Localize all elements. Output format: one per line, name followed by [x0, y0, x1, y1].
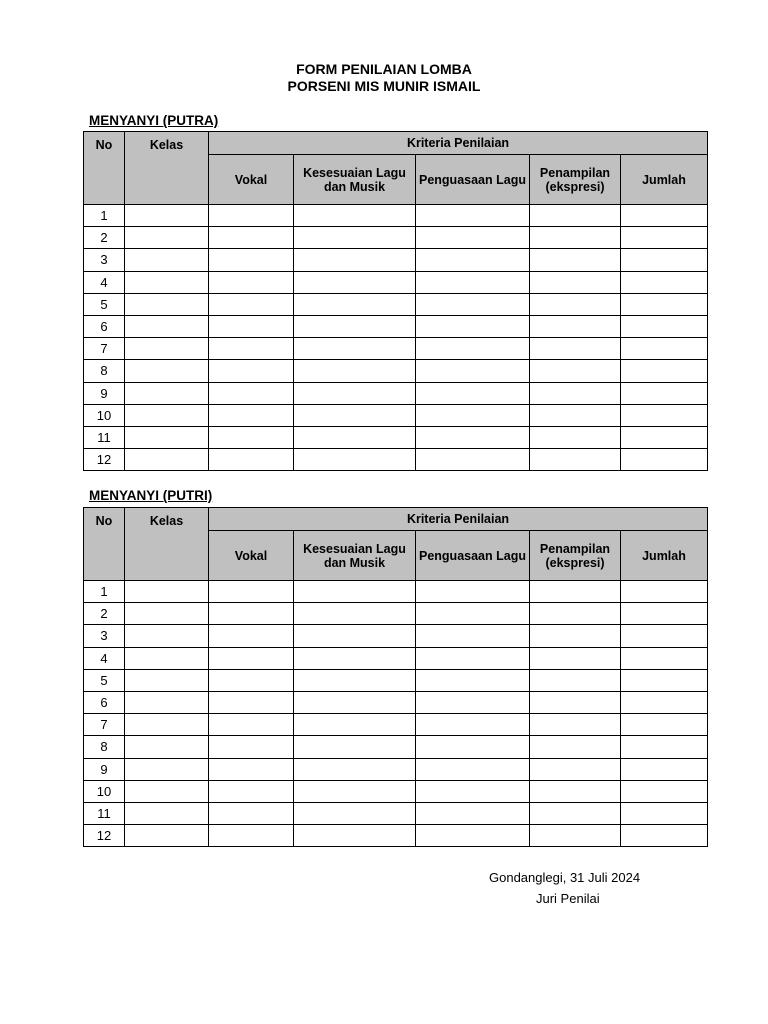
row-number: 12	[84, 449, 125, 471]
jumlah-cell[interactable]	[621, 581, 708, 603]
column-header-penampilan: Penampilan (ekspresi)	[530, 531, 621, 581]
kesesuaian-score-cell[interactable]	[294, 581, 416, 603]
row-number: 3	[84, 625, 125, 647]
jumlah-cell[interactable]	[621, 714, 708, 736]
kesesuaian-score-cell[interactable]	[294, 205, 416, 227]
kesesuaian-score-cell[interactable]	[294, 249, 416, 271]
penampilan-score-cell[interactable]	[530, 249, 621, 271]
kelas-cell[interactable]	[125, 293, 209, 315]
row-number: 5	[84, 293, 125, 315]
column-header-penguasaan: Penguasaan Lagu	[416, 531, 530, 581]
table-row	[84, 293, 708, 315]
kesesuaian-score-cell[interactable]	[294, 404, 416, 426]
penampilan-score-cell[interactable]	[530, 271, 621, 293]
jumlah-cell[interactable]	[621, 449, 708, 471]
penampilan-score-cell[interactable]	[530, 669, 621, 691]
table-row	[84, 227, 708, 249]
penguasaan-score-cell[interactable]	[416, 581, 530, 603]
jumlah-cell[interactable]	[621, 647, 708, 669]
vokal-score-cell[interactable]	[209, 338, 294, 360]
table-row	[84, 315, 708, 337]
table-row	[84, 825, 708, 847]
table-row	[84, 360, 708, 382]
penampilan-score-cell[interactable]	[530, 449, 621, 471]
vokal-score-cell[interactable]	[209, 581, 294, 603]
penguasaan-score-cell[interactable]	[416, 293, 530, 315]
vokal-score-cell[interactable]	[209, 360, 294, 382]
penampilan-score-cell[interactable]	[530, 382, 621, 404]
column-header-jumlah: Jumlah	[621, 155, 708, 205]
row-number: 10	[84, 404, 125, 426]
kesesuaian-score-cell[interactable]	[294, 382, 416, 404]
penguasaan-score-cell[interactable]	[416, 669, 530, 691]
kesesuaian-score-cell[interactable]	[294, 603, 416, 625]
vokal-score-cell[interactable]	[209, 780, 294, 802]
kelas-cell[interactable]	[125, 449, 209, 471]
jumlah-cell[interactable]	[621, 780, 708, 802]
penguasaan-score-cell[interactable]	[416, 780, 530, 802]
penguasaan-score-cell[interactable]	[416, 449, 530, 471]
jumlah-cell[interactable]	[621, 227, 708, 249]
kesesuaian-score-cell[interactable]	[294, 647, 416, 669]
place-date: Gondanglegi, 31 Juli 2024	[489, 870, 641, 885]
kesesuaian-score-cell[interactable]	[294, 315, 416, 337]
penguasaan-score-cell[interactable]	[416, 625, 530, 647]
jumlah-cell[interactable]	[621, 360, 708, 382]
vokal-score-cell[interactable]	[209, 603, 294, 625]
kesesuaian-score-cell[interactable]	[294, 736, 416, 758]
vokal-score-cell[interactable]	[209, 647, 294, 669]
row-number: 4	[84, 647, 125, 669]
title-line-1: FORM PENILAIAN LOMBA	[296, 61, 472, 77]
row-number: 6	[84, 691, 125, 713]
vokal-score-cell[interactable]	[209, 802, 294, 824]
vokal-score-cell[interactable]	[209, 691, 294, 713]
penampilan-score-cell[interactable]	[530, 360, 621, 382]
kelas-cell[interactable]	[125, 603, 209, 625]
table-row	[84, 382, 708, 404]
row-number: 10	[84, 780, 125, 802]
row-number: 4	[84, 271, 125, 293]
kelas-cell[interactable]	[125, 714, 209, 736]
penguasaan-score-cell[interactable]	[416, 758, 530, 780]
signer-label: Juri Penilai	[536, 891, 600, 906]
penguasaan-score-cell[interactable]	[416, 382, 530, 404]
row-number: 9	[84, 758, 125, 780]
penampilan-score-cell[interactable]	[530, 205, 621, 227]
kelas-cell[interactable]	[125, 205, 209, 227]
kesesuaian-score-cell[interactable]	[294, 802, 416, 824]
penampilan-score-cell[interactable]	[530, 802, 621, 824]
table-row	[84, 669, 708, 691]
penguasaan-score-cell[interactable]	[416, 714, 530, 736]
row-number: 12	[84, 825, 125, 847]
penguasaan-score-cell[interactable]	[416, 603, 530, 625]
column-header-jumlah: Jumlah	[621, 531, 708, 581]
kesesuaian-score-cell[interactable]	[294, 825, 416, 847]
kelas-cell[interactable]	[125, 669, 209, 691]
kesesuaian-score-cell[interactable]	[294, 271, 416, 293]
section-label-putri: MENYANYI (PUTRI)	[89, 488, 213, 503]
kesesuaian-score-cell[interactable]	[294, 758, 416, 780]
row-number: 8	[84, 736, 125, 758]
column-header-kelas: Kelas	[125, 508, 209, 581]
penampilan-score-cell[interactable]	[530, 404, 621, 426]
table-row	[84, 758, 708, 780]
vokal-score-cell[interactable]	[209, 205, 294, 227]
jumlah-cell[interactable]	[621, 736, 708, 758]
jumlah-cell[interactable]	[621, 669, 708, 691]
table-row	[84, 271, 708, 293]
row-number: 1	[84, 205, 125, 227]
table-row	[84, 426, 708, 448]
jumlah-cell[interactable]	[621, 603, 708, 625]
vokal-score-cell[interactable]	[209, 404, 294, 426]
penguasaan-score-cell[interactable]	[416, 315, 530, 337]
penampilan-score-cell[interactable]	[530, 736, 621, 758]
kesesuaian-score-cell[interactable]	[294, 714, 416, 736]
row-number: 3	[84, 249, 125, 271]
penguasaan-score-cell[interactable]	[416, 802, 530, 824]
kesesuaian-score-cell[interactable]	[294, 227, 416, 249]
penampilan-score-cell[interactable]	[530, 603, 621, 625]
table-row	[84, 581, 708, 603]
kelas-cell[interactable]	[125, 404, 209, 426]
kesesuaian-score-cell[interactable]	[294, 449, 416, 471]
score-table-putri	[83, 507, 708, 847]
table-row	[84, 404, 708, 426]
penampilan-score-cell[interactable]	[530, 227, 621, 249]
penguasaan-score-cell[interactable]	[416, 647, 530, 669]
table-row	[84, 736, 708, 758]
kesesuaian-score-cell[interactable]	[294, 691, 416, 713]
penguasaan-score-cell[interactable]	[416, 691, 530, 713]
jumlah-cell[interactable]	[621, 338, 708, 360]
kelas-cell[interactable]	[125, 802, 209, 824]
jumlah-cell[interactable]	[621, 802, 708, 824]
kelas-cell[interactable]	[125, 758, 209, 780]
jumlah-cell[interactable]	[621, 205, 708, 227]
kesesuaian-score-cell[interactable]	[294, 338, 416, 360]
kesesuaian-score-cell[interactable]	[294, 426, 416, 448]
kesesuaian-score-cell[interactable]	[294, 293, 416, 315]
table-row	[84, 449, 708, 471]
kelas-cell[interactable]	[125, 382, 209, 404]
table-row	[84, 780, 708, 802]
section-label-putra: MENYANYI (PUTRA)	[89, 113, 219, 128]
table-row	[84, 249, 708, 271]
kelas-cell[interactable]	[125, 780, 209, 802]
kelas-cell[interactable]	[125, 691, 209, 713]
penampilan-score-cell[interactable]	[530, 426, 621, 448]
vokal-score-cell[interactable]	[209, 293, 294, 315]
kesesuaian-score-cell[interactable]	[294, 669, 416, 691]
kesesuaian-score-cell[interactable]	[294, 360, 416, 382]
jumlah-cell[interactable]	[621, 271, 708, 293]
kelas-cell[interactable]	[125, 426, 209, 448]
jumlah-cell[interactable]	[621, 426, 708, 448]
penampilan-score-cell[interactable]	[530, 338, 621, 360]
penguasaan-score-cell[interactable]	[416, 360, 530, 382]
penampilan-score-cell[interactable]	[530, 315, 621, 337]
score-table-putra	[83, 131, 708, 471]
vokal-score-cell[interactable]	[209, 669, 294, 691]
kelas-cell[interactable]	[125, 360, 209, 382]
jumlah-cell[interactable]	[621, 691, 708, 713]
form-title	[0, 61, 768, 95]
column-header-vokal: Vokal	[209, 531, 294, 581]
row-number: 1	[84, 581, 125, 603]
row-number: 7	[84, 714, 125, 736]
table-row	[84, 205, 708, 227]
vokal-score-cell[interactable]	[209, 315, 294, 337]
column-header-penguasaan: Penguasaan Lagu	[416, 155, 530, 205]
table-row	[84, 714, 708, 736]
kelas-cell[interactable]	[125, 338, 209, 360]
penguasaan-score-cell[interactable]	[416, 426, 530, 448]
row-number: 8	[84, 360, 125, 382]
row-number: 2	[84, 227, 125, 249]
table-row	[84, 802, 708, 824]
penampilan-score-cell[interactable]	[530, 581, 621, 603]
jumlah-cell[interactable]	[621, 249, 708, 271]
column-header-kesesuaian: Kesesuaian Lagu dan Musik	[294, 531, 416, 581]
vokal-score-cell[interactable]	[209, 736, 294, 758]
kelas-cell[interactable]	[125, 647, 209, 669]
jumlah-cell[interactable]	[621, 315, 708, 337]
jumlah-cell[interactable]	[621, 404, 708, 426]
table-row	[84, 647, 708, 669]
row-number: 2	[84, 603, 125, 625]
kesesuaian-score-cell[interactable]	[294, 625, 416, 647]
penguasaan-score-cell[interactable]	[416, 825, 530, 847]
penguasaan-score-cell[interactable]	[416, 271, 530, 293]
penampilan-score-cell[interactable]	[530, 647, 621, 669]
penampilan-score-cell[interactable]	[530, 691, 621, 713]
vokal-score-cell[interactable]	[209, 382, 294, 404]
column-header-criteria-group: Kriteria Penilaian	[209, 132, 708, 155]
table-row	[84, 338, 708, 360]
jumlah-cell[interactable]	[621, 293, 708, 315]
kelas-cell[interactable]	[125, 736, 209, 758]
row-number: 6	[84, 315, 125, 337]
kelas-cell[interactable]	[125, 249, 209, 271]
jumlah-cell[interactable]	[621, 382, 708, 404]
kelas-cell[interactable]	[125, 625, 209, 647]
kesesuaian-score-cell[interactable]	[294, 780, 416, 802]
penguasaan-score-cell[interactable]	[416, 338, 530, 360]
penampilan-score-cell[interactable]	[530, 714, 621, 736]
column-header-vokal: Vokal	[209, 155, 294, 205]
title-line-2: PORSENI MIS MUNIR ISMAIL	[287, 78, 481, 94]
column-header-no: No	[84, 508, 125, 581]
kelas-cell[interactable]	[125, 271, 209, 293]
table-row	[84, 691, 708, 713]
column-header-no: No	[84, 132, 125, 205]
table-row	[84, 603, 708, 625]
jumlah-cell[interactable]	[621, 758, 708, 780]
table-row	[84, 625, 708, 647]
column-header-criteria-group: Kriteria Penilaian	[209, 508, 708, 531]
jumlah-cell[interactable]	[621, 825, 708, 847]
penampilan-score-cell[interactable]	[530, 758, 621, 780]
penguasaan-score-cell[interactable]	[416, 404, 530, 426]
penguasaan-score-cell[interactable]	[416, 249, 530, 271]
row-number: 11	[84, 426, 125, 448]
penampilan-score-cell[interactable]	[530, 825, 621, 847]
vokal-score-cell[interactable]	[209, 227, 294, 249]
penguasaan-score-cell[interactable]	[416, 227, 530, 249]
column-header-kelas: Kelas	[125, 132, 209, 205]
vokal-score-cell[interactable]	[209, 625, 294, 647]
penguasaan-score-cell[interactable]	[416, 736, 530, 758]
kelas-cell[interactable]	[125, 315, 209, 337]
kelas-cell[interactable]	[125, 227, 209, 249]
column-header-penampilan: Penampilan (ekspresi)	[530, 155, 621, 205]
penampilan-score-cell[interactable]	[530, 625, 621, 647]
kelas-cell[interactable]	[125, 581, 209, 603]
column-header-kesesuaian: Kesesuaian Lagu dan Musik	[294, 155, 416, 205]
row-number: 11	[84, 802, 125, 824]
penampilan-score-cell[interactable]	[530, 780, 621, 802]
vokal-score-cell[interactable]	[209, 449, 294, 471]
vokal-score-cell[interactable]	[209, 714, 294, 736]
row-number: 7	[84, 338, 125, 360]
vokal-score-cell[interactable]	[209, 758, 294, 780]
penguasaan-score-cell[interactable]	[416, 205, 530, 227]
vokal-score-cell[interactable]	[209, 249, 294, 271]
penampilan-score-cell[interactable]	[530, 293, 621, 315]
kelas-cell[interactable]	[125, 825, 209, 847]
vokal-score-cell[interactable]	[209, 426, 294, 448]
row-number: 9	[84, 382, 125, 404]
vokal-score-cell[interactable]	[209, 271, 294, 293]
vokal-score-cell[interactable]	[209, 825, 294, 847]
row-number: 5	[84, 669, 125, 691]
jumlah-cell[interactable]	[621, 625, 708, 647]
